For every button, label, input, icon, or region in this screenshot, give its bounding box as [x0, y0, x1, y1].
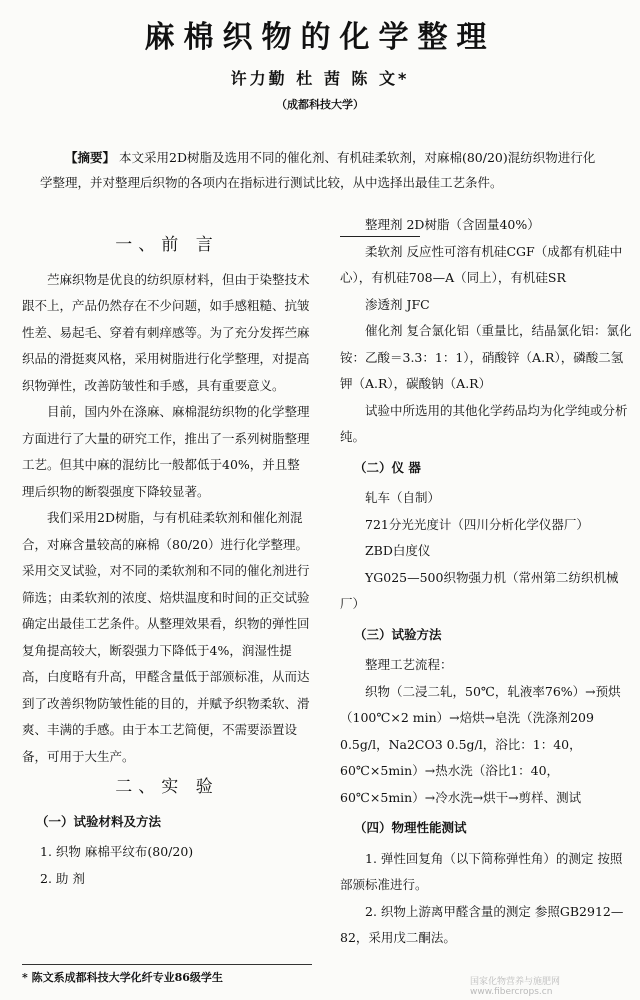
- paragraph: 催化剂 复合氯化铝（重量比，结晶氯化铝：氯化铵：乙酸＝3.3：1：1），硝酸锌（A.R），磷酸二氢钾（A.R），碳酸钠（A.R）: [340, 323, 632, 391]
- paragraph: 2. 织物上游离甲醛含量的测定 参照GB2912—82，采用戊二酮法。: [340, 903, 624, 945]
- subsection-heading: （四）物理性能测试: [354, 820, 467, 835]
- footnote: * 陈文系成都科技大学化纤专业86级学生: [22, 964, 312, 985]
- authors: 许力勤 杜 茜 陈 文*: [230, 69, 410, 88]
- affiliation: （成都科技大学）: [276, 98, 364, 111]
- left-column: [22, 228, 312, 892]
- list-item: 1. 织物 麻棉平纹布(80/20): [40, 844, 194, 859]
- subsection-heading: （三）试验方法: [354, 626, 442, 642]
- paragraph: 整理剂 2D树脂（含固量40%）: [365, 217, 540, 232]
- instrument-item: YG025—500织物强力机（常州第二纺织机械厂）: [340, 569, 619, 611]
- list-item: 2. 助 剂: [40, 870, 85, 886]
- paragraph: 苎麻织物是优良的纺织原材料，但由于染整技术跟不上，产品仍然存在不少问题，如手感粗糙、抗皱性差、易起毛、穿着有刺痒感等。为了充分发挥苎麻织品的滑挺爽风格，采用树脂进行化学整理，对提高织物弹性，改善防皱性和手感，具有重要意义。: [22, 271, 310, 393]
- section-heading-introduction: 一、前 言: [115, 235, 219, 255]
- paragraph: 我们采用2D树脂，与有机硅柔软剂和催化剂混合，对麻含量较高的麻棉（80/20）进行化学整理。采用交叉试验，对不同的柔软剂和不同的催化剂进行筛选；由柔软剂的浓度、焙烘温度和时间的正交试验确定出最佳工艺条件。从整理效果看，织物的弹性回复角提高较大，断裂强力下降低于4%，润湿性提高，白度略有升高，甲醛含量低于部颁标准，从而达到了改善织物防皱性能的目的，并赋予织物柔软、滑爽、丰满的手感。由于本工艺简便，不需要添置设备，可用于大生产。: [22, 510, 310, 764]
- abstract-text: 本文采用2D树脂及选用不同的催化剂、有机硅柔软剂，对麻棉(80/20)混纺织物进行化学整理，并对整理后织物的各项内在指标进行测试比较，从中选择出最佳工艺条件。: [40, 150, 596, 190]
- section-heading-experiment: 二、实 验: [115, 777, 219, 797]
- paragraph: 柔软剂 反应性可溶有机硅CGF（成都有机硅中心），有机硅708—A（同上），有机硅SR: [340, 243, 623, 285]
- right-column: [340, 212, 632, 952]
- paragraph: 织物（二浸二轧，50℃，轧液率76%）→预烘（100℃×2 min）→焙烘→皂洗（洗涤剂209 0.5g/l，Na2CO3 0.5g/l，浴比：1：40，60℃×5min）→热水洗（浴比1：40，60℃×5min）→冷水洗→烘干→剪样、测试: [340, 683, 621, 805]
- instrument-item: 轧车（自制）: [365, 490, 441, 505]
- paper-title: 麻棉织物的化学整理: [144, 20, 496, 55]
- paragraph: 1. 弹性回复角（以下简称弹性角）的测定 按照部颁标准进行。: [340, 850, 623, 892]
- subsection-heading: （一）试验材料及方法: [36, 813, 162, 829]
- paragraph: 目前，国内外在涤麻、麻棉混纺织物的化学整理方面进行了大量的研究工作，推出了一系列树脂整理工艺。但其中麻的混纺比一般都低于40%，并且整理后织物的断裂强度下降较显著。: [22, 404, 310, 499]
- paragraph: 试验中所选用的其他化学药品均为化学纯或分析纯。: [340, 402, 628, 444]
- abstract-label: 【摘要】: [65, 150, 116, 165]
- paragraph: 整理工艺流程：: [365, 657, 453, 672]
- instrument-item: 721分光光度计（四川分析化学仪器厂）: [365, 516, 589, 532]
- abstract: [40, 145, 606, 195]
- watermark: 国家化物营养与施肥网 www.fibercrops.cn: [470, 977, 561, 997]
- instrument-item: ZBD白度仪: [365, 543, 431, 558]
- paragraph: 渗透剂 JFC: [365, 296, 430, 312]
- subsection-heading: （二）仪 器: [354, 459, 421, 475]
